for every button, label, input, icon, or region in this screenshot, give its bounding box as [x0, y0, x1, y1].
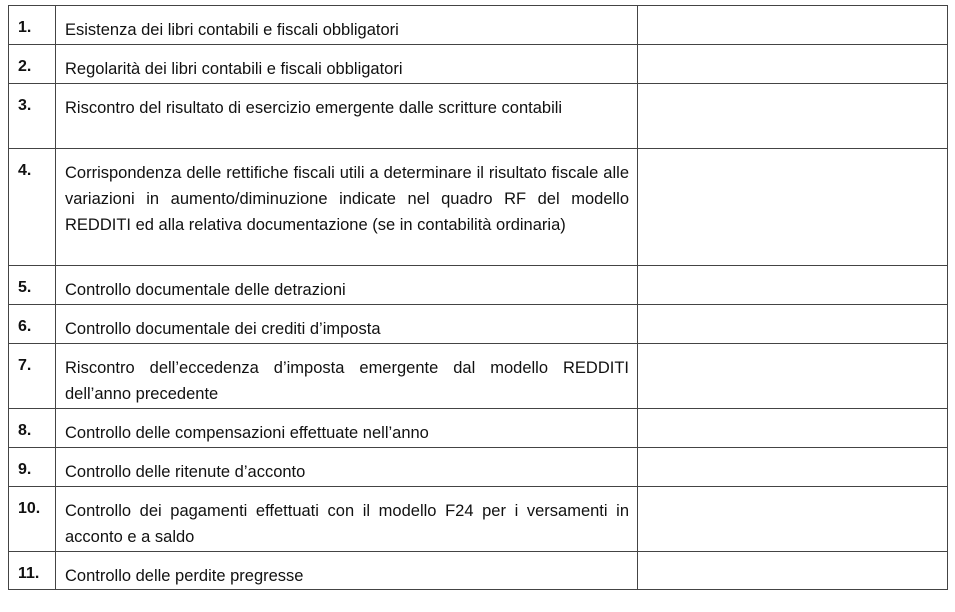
table-row	[9, 448, 948, 487]
row-description: Esistenza dei libri contabili e fiscali obbligatori	[56, 6, 638, 45]
row-check-cell[interactable]	[638, 84, 948, 149]
row-description: Controllo dei pagamenti effettuati con il modello F24 per i versamenti in acconto e a saldo	[56, 487, 638, 552]
row-description: Controllo documentale dei crediti d’imposta	[56, 305, 638, 344]
table-row	[9, 552, 948, 590]
table-row	[9, 305, 948, 344]
row-description: Regolarità dei libri contabili e fiscali obbligatori	[56, 45, 638, 84]
table-row	[9, 487, 948, 552]
row-check-cell[interactable]	[638, 552, 948, 590]
table-row	[9, 149, 948, 266]
row-description: Riscontro del risultato di esercizio emergente dalle scritture contabili	[56, 84, 638, 149]
row-number: 3.	[9, 84, 56, 149]
row-check-cell[interactable]	[638, 6, 948, 45]
row-number: 9.	[9, 448, 56, 487]
row-number: 2.	[9, 45, 56, 84]
row-number: 10.	[9, 487, 56, 552]
row-number: 4.	[9, 149, 56, 266]
row-check-cell[interactable]	[638, 409, 948, 448]
row-description: Corrispondenza delle rettifiche fiscali utili a determinare il risultato fiscale alle variazioni in aumento/diminuzione indicate nel quadro RF del modello REDDITI ed alla relativa documentazione (se in contabilità ordinaria)	[56, 149, 638, 266]
row-check-cell[interactable]	[638, 344, 948, 409]
row-number: 11.	[9, 552, 56, 590]
row-number: 7.	[9, 344, 56, 409]
table-row	[9, 344, 948, 409]
table-row	[9, 6, 948, 45]
row-check-cell[interactable]	[638, 305, 948, 344]
row-check-cell[interactable]	[638, 448, 948, 487]
row-description: Controllo delle ritenute d’acconto	[56, 448, 638, 487]
table-row	[9, 84, 948, 149]
table-row	[9, 409, 948, 448]
row-description: Controllo delle compensazioni effettuate nell’anno	[56, 409, 638, 448]
table-row	[9, 266, 948, 305]
checklist-table	[8, 5, 948, 590]
row-number: 6.	[9, 305, 56, 344]
row-number: 1.	[9, 6, 56, 45]
row-check-cell[interactable]	[638, 45, 948, 84]
row-number: 5.	[9, 266, 56, 305]
row-description: Riscontro dell’eccedenza d’imposta emergente dal modello REDDITI dell’anno precedente	[56, 344, 638, 409]
row-description: Controllo delle perdite pregresse	[56, 552, 638, 590]
row-check-cell[interactable]	[638, 487, 948, 552]
table-row	[9, 45, 948, 84]
row-description: Controllo documentale delle detrazioni	[56, 266, 638, 305]
row-number: 8.	[9, 409, 56, 448]
row-check-cell[interactable]	[638, 266, 948, 305]
row-check-cell[interactable]	[638, 149, 948, 266]
